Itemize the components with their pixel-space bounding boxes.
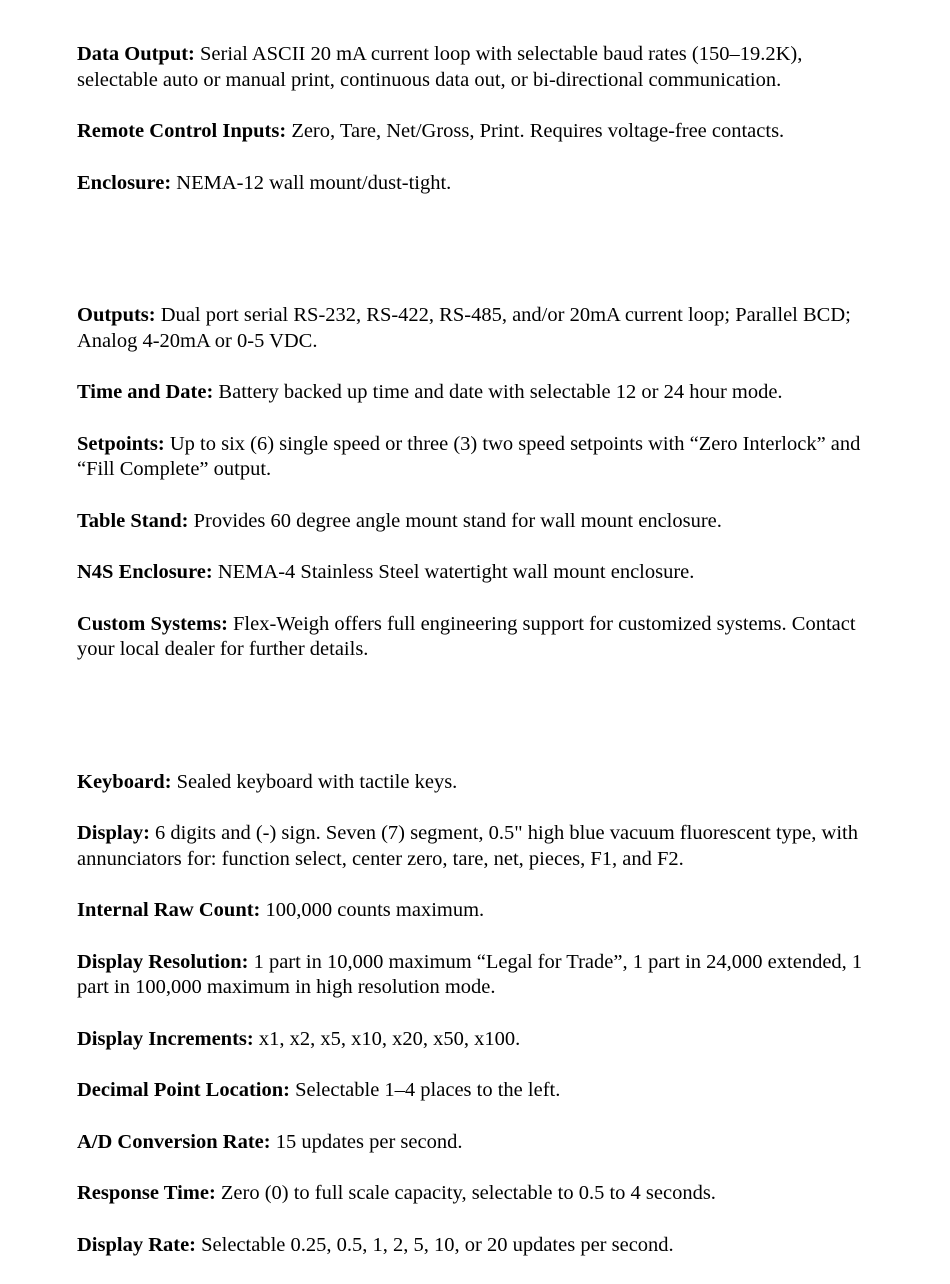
spec-term: Setpoints: [77, 432, 165, 455]
spec-item-n4s-enclosure [77, 560, 877, 586]
spec-term: Display Increments: [77, 1027, 254, 1050]
spec-term: Custom Systems: [77, 612, 228, 635]
spec-item-display [77, 821, 877, 872]
spec-group-communications [77, 42, 877, 196]
spec-text: 1 part in 10,000 maximum “Legal for Trade”, 1 part in 24,000 extended, 1 part in 100,000 maximum in high resolution mode. [77, 950, 863, 998]
spec-text: Serial ASCII 20 mA current loop with selectable baud rates (150–19.2K), selectable auto or manual print, continuous data out, or bi-directional communication. [77, 43, 803, 91]
spec-item-time-and-date [77, 380, 877, 406]
spec-term: Remote Control Inputs: [77, 120, 287, 142]
spec-text: x1, x2, x5, x10, x20, x50, x100. [258, 1027, 521, 1050]
spec-text: Provides 60 degree angle mount stand for wall mount enclosure. [193, 509, 722, 532]
spec-text: Up to six (6) single speed or three (3) two speed setpoints with “Zero Interlock” and “Fill Complete” output. [77, 432, 861, 480]
spec-item-outputs [77, 303, 877, 354]
spec-item-display-rate [77, 1233, 877, 1259]
spec-item-data-output [77, 42, 877, 93]
spec-group-options [77, 303, 877, 663]
spec-item-ad-conversion-rate [77, 1130, 877, 1156]
spec-text: NEMA-4 Stainless Steel watertight wall mount enclosure. [217, 561, 695, 583]
spec-item-internal-raw-count [77, 898, 877, 924]
spec-text: Battery backed up time and date with selectable 12 or 24 hour mode. [218, 381, 783, 403]
spec-term: Time and Date: [77, 381, 214, 403]
spec-term: Keyboard: [77, 770, 172, 793]
spec-item-setpoints [77, 432, 877, 483]
spec-item-decimal-point-location [77, 1078, 877, 1104]
spec-item-custom-systems [77, 612, 877, 663]
spec-term: Table Stand: [77, 509, 189, 532]
spec-item-remote-control-inputs [77, 119, 877, 145]
spec-term: Display: [77, 822, 150, 844]
spec-item-display-increments [77, 1027, 877, 1053]
spec-text: Selectable 0.25, 0.5, 1, 2, 5, 10, or 20 updates per second. [201, 1233, 674, 1256]
spec-item-table-stand [77, 509, 877, 535]
spec-item-enclosure [77, 171, 877, 197]
spec-item-keyboard [77, 770, 877, 796]
spec-term: Enclosure: [77, 171, 172, 194]
spec-term: Display Rate: [77, 1233, 197, 1256]
spec-group-display [77, 770, 877, 1259]
spec-text: Dual port serial RS-232, RS-422, RS-485, and/or 20mA current loop; Parallel BCD; Analog 4-20mA or 0-5 VDC. [77, 304, 851, 352]
spec-term: Internal Raw Count: [77, 899, 261, 921]
spec-text: Zero (0) to full scale capacity, selectable to 0.5 to 4 seconds. [220, 1182, 716, 1204]
spec-text: Sealed keyboard with tactile keys. [176, 770, 458, 793]
spec-term: A/D Conversion Rate: [77, 1130, 271, 1153]
spec-text: 100,000 counts maximum. [265, 899, 485, 921]
spec-text: Flex-Weigh offers full engineering support for customized systems. Contact your local dealer for further details. [77, 612, 856, 660]
section-spacer [77, 689, 877, 770]
spec-term: Response Time: [77, 1182, 216, 1204]
spec-text: Zero, Tare, Net/Gross, Print. Requires voltage-free contacts. [291, 120, 785, 142]
spec-term: Data Output: [77, 43, 195, 65]
spec-text: Selectable 1–4 places to the left. [295, 1079, 561, 1101]
spec-term: Display Resolution: [77, 950, 249, 973]
spec-item-response-time [77, 1181, 877, 1207]
spec-term: N4S Enclosure: [77, 561, 213, 583]
spec-text: 15 updates per second. [275, 1130, 463, 1153]
spec-term: Outputs: [77, 304, 156, 326]
section-spacer [77, 222, 877, 303]
spec-document [77, 42, 877, 1284]
spec-term: Decimal Point Location: [77, 1079, 290, 1101]
spec-text: 6 digits and (-) sign. Seven (7) segment, 0.5" high blue vacuum fluorescent type, with annunciators for: function select, center zero, tare, net, pieces, F1, and F2. [77, 822, 858, 870]
spec-text: NEMA-12 wall mount/dust-tight. [176, 171, 452, 194]
spec-item-display-resolution [77, 950, 877, 1001]
